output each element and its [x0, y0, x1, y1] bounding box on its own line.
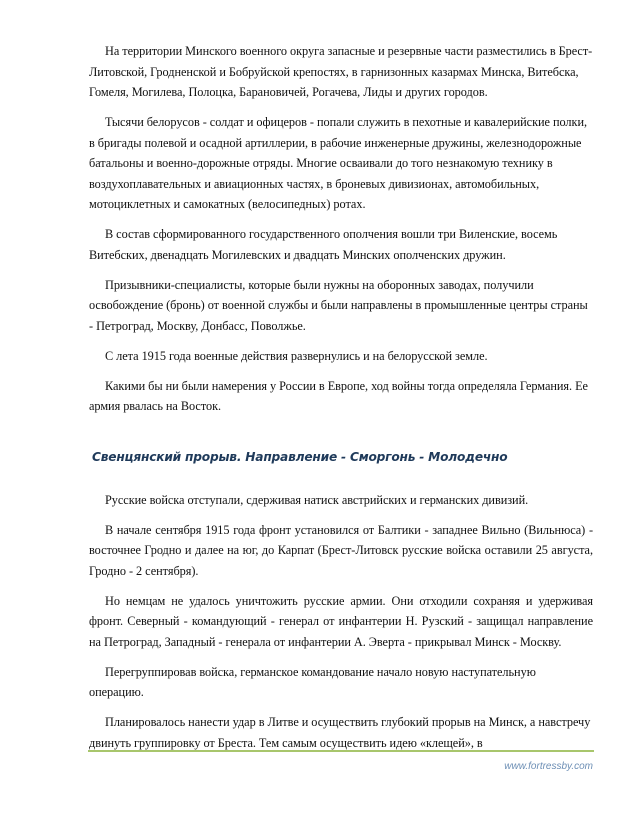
paragraph-minsk-district: На территории Минского военного округа запасные и резервные части разместились в Брест-Литовской, Гродненской и Бобруйской крепостях, в гарнизонных казармах Минска, Витебска, Гомеля, Могилева, Полоцка, Барановичей, Рогачева, Лиды и других городов. [89, 44, 593, 99]
paragraph-germany-east: Какими бы ни были намерения у России в Европе, ход войны тогда определяла Германия. Ее армия рвалась на Восток. [89, 378, 588, 413]
paragraph-retreat: Русские войска отступали, сдерживая натиск австрийских и германских дивизий. [105, 492, 529, 507]
paragraph-front-september: В начале сентября 1915 года фронт установился от Балтики - западнее Вильно (Вильнюса) - восточнее Гродно и далее на юг, до Карпат (Брест-Литовск русские войска оставили 25 августа, Гродно - 2 сентября). [89, 522, 593, 578]
paragraph-specialists: Призывники-специалисты, которые были нужны на оборонных заводах, получили освобождение (бронь) от военной службы и были направлены в промышленные центры страны - Петроград, Москву, Донбасс, Поволжье. [89, 277, 588, 333]
paragraph-regrouping: Перегруппировав войска, германское командование начало новую наступательную операцию. [89, 664, 536, 699]
footer-website-link[interactable]: www.fortressby.com [504, 761, 593, 772]
paragraph-belarusians-service: Тысячи белорусов - солдат и офицеров - попали служить в пехотные и кавалерийские полки, в бригады полевой и осадной артиллерии, в рабочие инженерные дружины, железнодорожные батальоны и военно-дорожные отряды. Многие осваивали до того незнакомую технику в воздухоплавательных и авиационных частях, в броневых дивизионах, автомобильных, мотоциклетных и самокатных (велосипедных) ротах. [89, 115, 588, 211]
paragraph-fronts-commanders: Но немцам не удалось уничтожить русские армии. Они отходили сохраняя и удерживая фронт. Северный - командующий - генерал от инфантерии Н. Рузский - защищал направление на Петроград, Западный - генерала от инфантерии А. Эверта - прикрывал Минск - Москву. [89, 593, 593, 649]
footer-divider [88, 750, 594, 752]
paragraph-summer-1915: С лета 1915 года военные действия развернулись и на белорусской земле. [105, 348, 488, 363]
paragraph-militia: В состав сформированного государственного ополчения вошли три Виленские, восемь Витебских, двенадцать Могилевских и двадцать Минских ополченских дружин. [89, 227, 558, 262]
paragraph-pincer-plan: Планировалось нанести удар в Литве и осуществить глубокий прорыв на Минск, а навстречу двинуть группировку от Бреста. Тем самым осуществить идею «клещей», в [89, 715, 591, 750]
page-content [89, 41, 593, 763]
section-heading: Свенцянский прорыв. Направление - Сморгонь - Молодечно [92, 449, 508, 464]
